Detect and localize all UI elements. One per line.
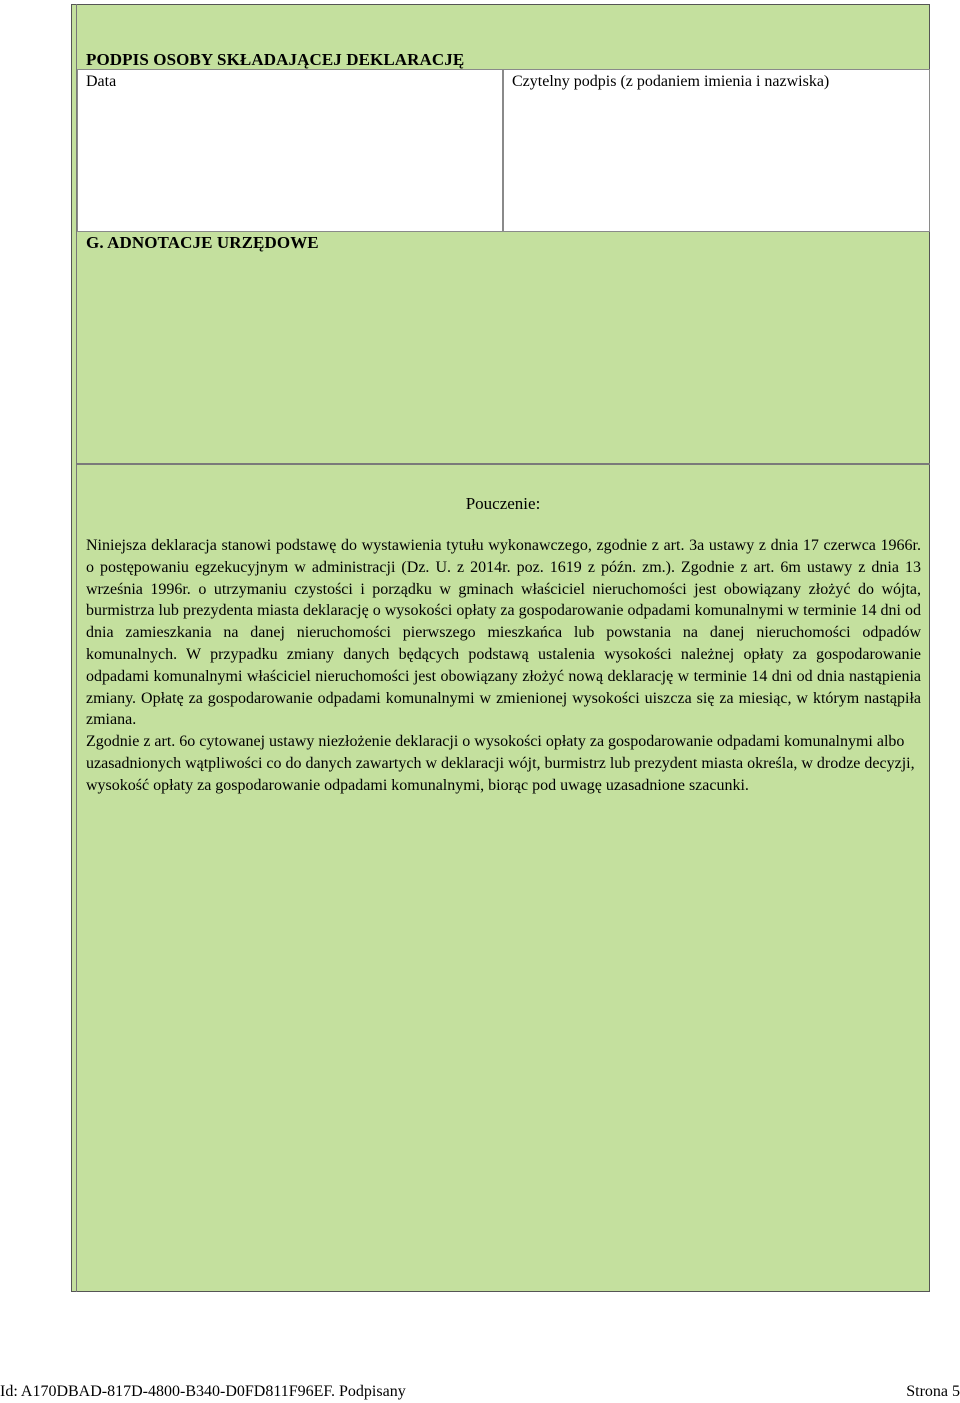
section-divider <box>77 463 930 465</box>
date-field[interactable] <box>77 69 503 232</box>
signature-section-title: PODPIS OSOBY SKŁADAJĄCEJ DEKLARACJĘ <box>86 50 465 69</box>
document-id: Id: A170DBAD-817D-4800-B340-D0FD811F96EF. Podpisany <box>0 1383 406 1400</box>
instruction-body <box>86 535 921 797</box>
page-number: Strona 5 <box>906 1383 960 1400</box>
official-annotations-title: G. ADNOTACJE URZĘDOWE <box>86 233 319 252</box>
instruction-title: Pouczenie: <box>465 494 541 513</box>
signature-field[interactable] <box>503 69 930 232</box>
instruction-paragraph-2: Zgodnie z art. 6o cytowanej ustawy niezłożenie deklaracji o wysokości opłaty za gospodarowanie odpadami komunalnymi albo uzasadnionych wątpliwości co do danych zawartych w deklaracji wójt, burmistrz lub prezydent miasta określa, w drodze decyzji, wysokość opłaty za gospodarowanie odpadami komunalnymi, biorąc pod uwagę uzasadnione szacunki. <box>86 733 915 794</box>
signature-label: Czytelny podpis (z podaniem imienia i nazwiska) <box>512 73 830 90</box>
instruction-paragraph-1: Niniejsza deklaracja stanowi podstawę do wystawienia tytułu wykonawczego, zgodnie z art. 3a ustawy z dnia 17 czerwca 1966r. o postępowaniu egzekucyjnym w administracji (Dz. U. z 2014r. poz. 1619 z późn. zm.). Zgodnie z art. 6m ustawy z dnia 13 września 1996r. o utrzymaniu czystości i porządku w gminach właściciel nieruchomości jest obowiązany złożyć do wójta, burmistrza lub prezydenta miasta deklarację o wysokości opłaty za gospodarowanie odpadami komunalnymi w terminie 14 dni od dnia zamieszkania na danej nieruchomości pierwszego mieszkańca lub powstania na danej nieruchomości odpadów komunalnych. W przypadku zmiany danych będących podstawą ustalenia wysokości należnej opłaty za gospodarowanie odpadami komunalnymi właściciel nieruchomości jest obowiązany złożyć nową deklarację w terminie 14 dni od dnia nastąpienia zmiany. Opłatę za gospodarowanie odpadami komunalnymi w zmienionej wysokości uiszcza się za miesiąc, w którym nastąpiła zmiana. <box>86 537 921 729</box>
date-label: Data <box>86 73 117 90</box>
